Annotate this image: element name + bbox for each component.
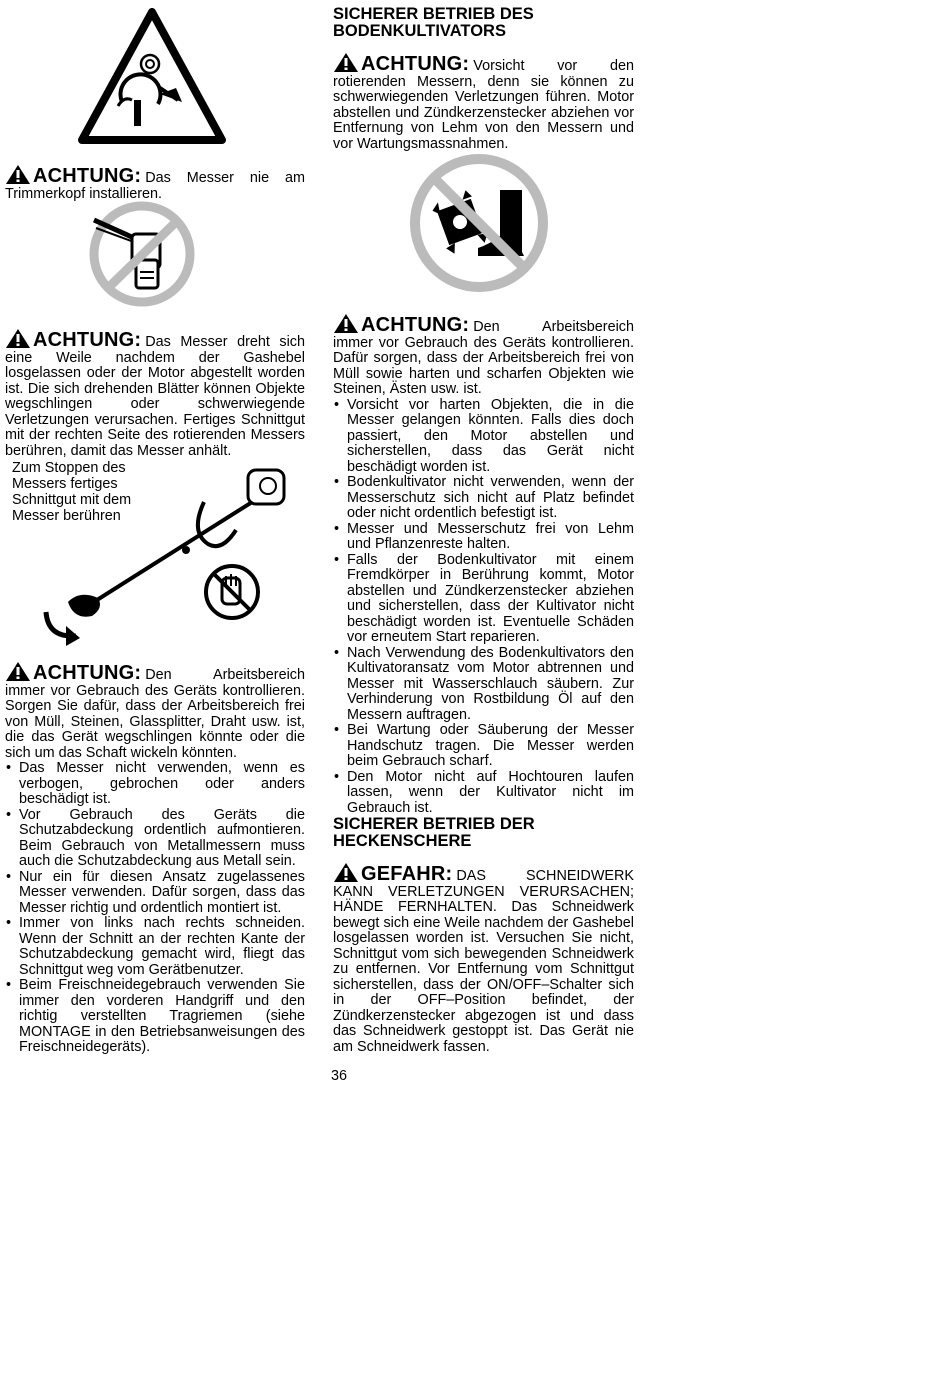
heading-line: SICHERER BETRIEB DER xyxy=(333,815,535,833)
warning-triangle-icon xyxy=(333,52,359,73)
list-item: • Beim Freischneidegebrauch verwenden Sie immer den vorderen Handgriff und den richtig verstellten Tragriemen (siehe MONTAGE in den Betriebsanweisungen des Freischneidegeräts). xyxy=(5,978,305,1056)
list-item: • Falls der Bodenkultivator mit einem Fremdkörper in Berührung kommt, Motor abstellen und Zündkerzenstecker abziehen und sicherstellen, dass der Kultivator nicht beschädigt worden ist. Eventuelle Schäden vor erneutem Start reparieren. xyxy=(333,553,634,646)
list-item: • Das Messer nicht verwenden, wenn es verbogen, gebrochen oder anders beschädigt ist. xyxy=(5,761,305,808)
caption-line: Schnittgut mit dem xyxy=(12,492,132,508)
warning-check-work-area xyxy=(5,661,305,1056)
bullet-list xyxy=(5,761,305,1056)
list-item: • Bei Wartung oder Säuberung der Messer Handschutz tragen. Die Messer werden beim Gebrauch scharf. xyxy=(333,723,634,770)
warning-no-blade-on-trimmer-head xyxy=(5,164,305,202)
heading-line: BODENKULTIVATORS xyxy=(333,22,506,40)
warning-label: ACHTUNG: xyxy=(33,662,142,684)
warning-triangle-icon xyxy=(5,328,31,349)
section-heading-hedge-trimmer xyxy=(333,816,634,850)
danger-cutting-blades xyxy=(333,862,634,1055)
brush-cutter-icon xyxy=(36,462,296,652)
list-item: • Nach Verwendung des Bodenkultivators den Kultivatoransatz vom Motor abtrennen und Messer mit Wasserschlauch säubern. Zur Verhinderung von Rostbildung Öl auf den Messern auftragen. xyxy=(333,646,634,724)
no-hand-graphic xyxy=(202,562,262,622)
rotating-blade-warning-icon xyxy=(78,8,226,144)
warning-text: Den Arbeitsbereich immer vor Gebrauch des Geräts kontrollieren. Sorgen Sie dafür, dass der Arbeitsbereich frei von Müll, Steinen, Glassplitter, Draht usw. ist, die das Gerät wegschlingen könnte oder die sich um das Schaft wickeln könnten. xyxy=(5,667,305,761)
list-item: • Immer von links nach rechts schneiden. Wenn der Schnitt an der rechten Kante der Schutzabdeckung gemacht wird, fliegt das Schnittgut weg vom Gerätbenutzer. xyxy=(5,916,305,978)
list-item: • Vor Gebrauch des Geräts die Schutzabdeckung ordentlich aufmontieren. Beim Gebrauch von Metallmessern muss auch die Schutzabdeckung aus Metall sein. xyxy=(5,808,305,870)
danger-text: DAS SCHNEIDWERK KANN VERLETZUNGEN VERURSACHEN; HÄNDE FERNHALTEN. Das Schneidwerk bewegt sich eine Weile nachdem der Gashebel losgelassen worden ist. Versuchen Sie nicht, Schnittgut vom sich bewegenden Schneidwerk zu entfernen. Vor Entfernung vom Schnittgut sicherstellen, dass der ON/OFF–Schalter sich in der OFF–Position befindet, der Zündkerzenstecker abgezogen ist und dass das Schneidwerk gestoppt ist. Das Gerät nie am Schneidwerk fassen. xyxy=(333,868,634,1055)
list-item: • Bodenkultivator nicht verwenden, wenn der Messerschutz sich nicht auf Platz befindet oder nicht ordentlich befestigt ist. xyxy=(333,475,634,522)
no-foot-icon xyxy=(404,152,554,294)
section-heading-tiller xyxy=(333,6,634,40)
page-number: 36 xyxy=(331,1068,348,1084)
thrown-object-warning-graphic xyxy=(78,8,226,144)
no-foot-graphic xyxy=(404,152,554,294)
no-hand-icon xyxy=(202,562,262,622)
warning-text: Vorsicht vor den rotierenden Messern, denn sie können zu schwerwiegenden Verletzungen führen. Motor abstellen und Zündkerzenstecker abziehen vor Entfernung von Lehm von den Messern und vor Wartungsmassnahmen. xyxy=(333,58,634,152)
warning-label: ACHTUNG: xyxy=(33,165,142,187)
heading-line: HECKENSCHERE xyxy=(333,832,472,850)
warning-triangle-icon xyxy=(333,313,359,334)
warning-label: ACHTUNG: xyxy=(361,53,470,75)
list-item: • Nur ein für diesen Ansatz zugelassenes Messer verwenden. Dafür sorgen, dass das Messer richtig und ordentlich montiert ist. xyxy=(5,870,305,917)
brush-cutter-illustration xyxy=(36,462,296,652)
warning-label: ACHTUNG: xyxy=(33,329,142,351)
heading-line: SICHERER BETRIEB DES xyxy=(333,5,534,23)
danger-label: GEFAHR: xyxy=(361,863,453,885)
warning-blade-keeps-spinning xyxy=(5,328,305,459)
warning-text: Das Messer nie am Trimmerkopf installieren. xyxy=(5,170,305,202)
warning-rotating-blades xyxy=(333,52,634,152)
danger-triangle-icon xyxy=(333,862,359,883)
list-item: • Messer und Messerschutz frei von Lehm und Pflanzenreste halten. xyxy=(333,522,634,553)
warning-triangle-icon xyxy=(5,164,31,185)
no-trimmer-head-icon xyxy=(86,200,198,308)
list-item: • Vorsicht vor harten Objekten, die in die Messer gelangen könnten. Falls dies doch passiert, den Motor abstellen und sicherstellen, dass das Gerät nicht beschädigt worden ist. xyxy=(333,398,634,476)
list-item: • Den Motor nicht auf Hochtouren laufen lassen, wenn der Kultivator nicht im Gebrauch ist. xyxy=(333,770,634,817)
warning-label: ACHTUNG: xyxy=(361,314,470,336)
caption-line: Messer berühren xyxy=(12,508,121,524)
warning-text: Das Messer dreht sich eine Weile nachdem der Gashebel losgelassen oder der Motor abgestellt worden ist. Die sich drehenden Blätter können Objekte wegschlingen oder schwerwiegende Verletzungen verursachen. Fertiges Schnittgut mit der rechten Seite des rotierenden Messers berühren, damit das Messer anhält. xyxy=(5,334,305,459)
warning-triangle-icon xyxy=(5,661,31,682)
caption-line: Zum Stoppen des xyxy=(12,460,126,476)
caption-line: Messers fertiges xyxy=(12,476,118,492)
no-trimmer-head-graphic xyxy=(86,200,198,308)
warning-check-tiller-area xyxy=(333,313,634,816)
bullet-list xyxy=(333,398,634,817)
warning-text: Den Arbeitsbereich immer vor Gebrauch des Geräts kontrollieren. Dafür sorgen, dass der Arbeitsbereich frei von Müll sowie harten und scharfen Objekten wie Steinen, Ästen usw. ist. xyxy=(333,319,634,397)
